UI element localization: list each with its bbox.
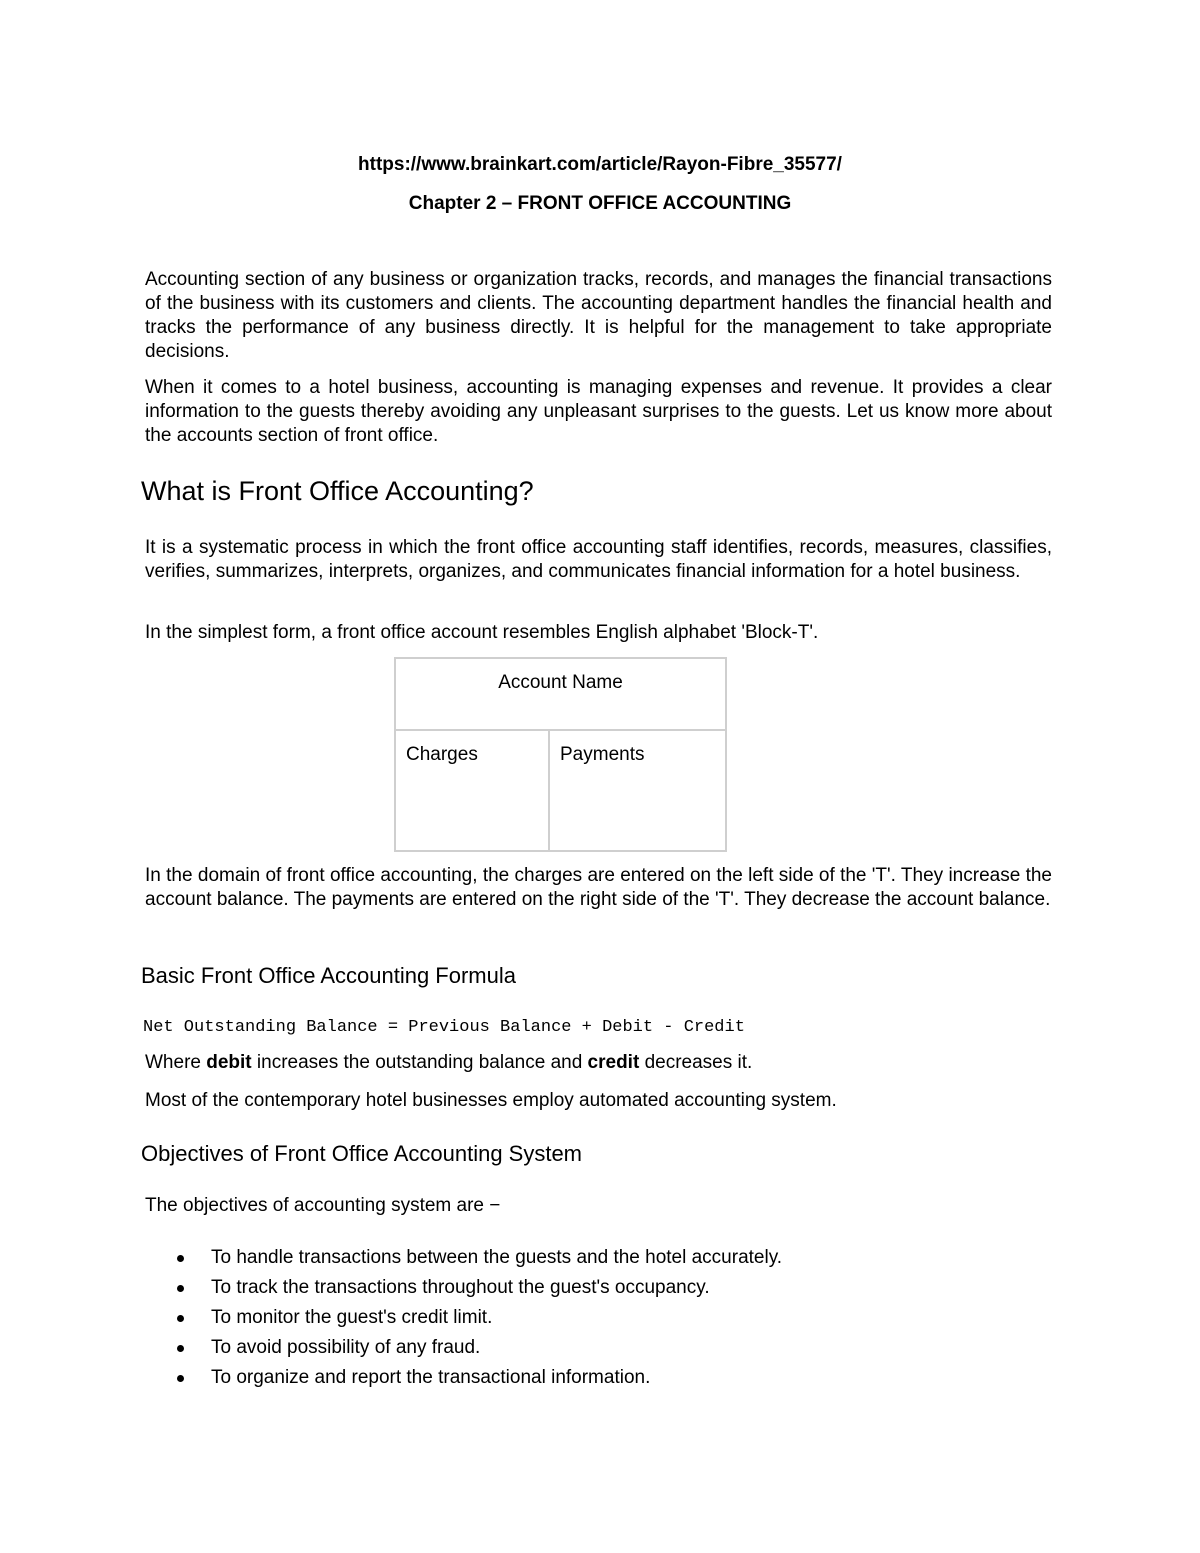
list-item-text: To track the transactions throughout the guest's occupancy. [211,1277,710,1298]
where-suffix: decreases it. [639,1052,753,1073]
t-account-name: Account Name [396,659,725,731]
chapter-title: Chapter 2 – FRONT OFFICE ACCOUNTING [408,193,792,214]
t-account-payments: Payments [560,744,645,765]
list-item [145,1306,1052,1336]
where-debit: debit [206,1052,252,1073]
bullet-icon [177,1255,184,1262]
list-item-text: To handle transactions between the guests and the hotel accurately. [211,1247,783,1268]
list-item [145,1276,1052,1306]
list-item-text: To monitor the guest's credit limit. [211,1307,493,1328]
intro-paragraph-1: Accounting section of any business or organization tracks, records, and manages the financial transactions of the business with its customers and clients. The accounting department handles the financial health and tracks the performance of any business directly. It is helpful for the management to take appropriate decisions. [145,269,1052,362]
section-heading-formula: Basic Front Office Accounting Formula [141,963,516,988]
source-url: https://www.brainkart.com/article/Rayon-Fibre_35577/ [358,154,842,175]
what-paragraph-2: In the simplest form, a front office account resembles English alphabet 'Block-T'. [145,622,819,643]
section-heading-what: What is Front Office Accounting? [141,476,534,506]
domain-paragraph: In the domain of front office accounting, the charges are entered on the left side of the 'T'. They increase the account balance. The payments are entered on the right side of the 'T'. They decrease the account balance. [145,865,1052,910]
section-heading-objectives: Objectives of Front Office Accounting System [141,1141,583,1166]
where-sentence [145,1051,1052,1075]
objectives-intro: The objectives of accounting system are − [145,1195,501,1216]
accounting-formula: Net Outstanding Balance = Previous Balance + Debit - Credit [143,1018,745,1037]
what-paragraph-1: It is a systematic process in which the front office accounting staff identifies, records, measures, classifies, verifies, summarizes, interprets, organizes, and communicates financial information for a hotel business. [145,537,1052,582]
list-item [145,1366,1052,1396]
intro-paragraph-2: When it comes to a hotel business, accounting is managing expenses and revenue. It provides a clear information to the guests thereby avoiding any unpleasant surprises to the guests. Let us know more about the accounts section of front office. [145,377,1052,446]
where-middle: increases the outstanding balance and [251,1052,588,1073]
bullet-icon [177,1315,184,1322]
objectives-list [145,1246,1052,1396]
bullet-icon [177,1285,184,1292]
automated-sentence: Most of the contemporary hotel businesses employ automated accounting system. [145,1090,837,1111]
where-prefix: Where [145,1052,207,1073]
list-item [145,1336,1052,1366]
list-item-text: To organize and report the transactional information. [211,1367,651,1388]
list-item [145,1246,1052,1276]
list-item-text: To avoid possibility of any fraud. [211,1337,481,1358]
t-account-table [394,657,727,852]
where-credit: credit [587,1052,640,1073]
t-account-charges: Charges [396,731,550,850]
bullet-icon [177,1345,184,1352]
bullet-icon [177,1375,184,1382]
